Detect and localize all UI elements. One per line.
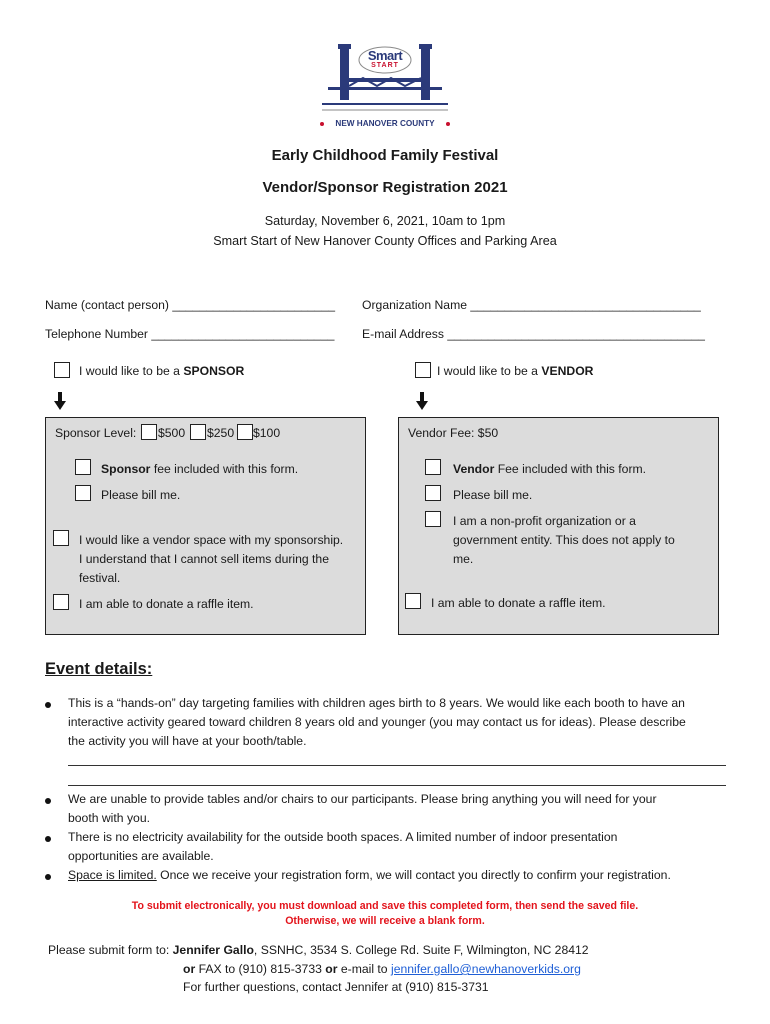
submit-info-line1 [48, 941, 589, 960]
questions-contact: For further questions, contact Jennifer at (910) 815-3731 [183, 980, 489, 994]
submit-notice-line2: Otherwise, we will receive a blank form. [285, 915, 485, 927]
smart-start-logo [318, 40, 452, 132]
event-bullet-2-line2: booth with you. [68, 811, 150, 825]
vendor-checkbox[interactable] [415, 362, 431, 378]
vendor-fee-included-label [453, 460, 646, 479]
vendor-nonprofit-line1: I am a non-profit organization or a [453, 514, 636, 528]
down-arrow-icon [416, 392, 428, 410]
vendor-bill-me-checkbox[interactable] [425, 485, 441, 501]
telephone-field[interactable]: Telephone Number ___________________________ [45, 327, 335, 341]
event-bullet-3-line2: opportunities are available. [68, 849, 214, 863]
bullet-icon [45, 836, 51, 842]
sponsor-level-250-label: $250 [207, 426, 235, 440]
sponsor-level-100-checkbox[interactable] [237, 424, 253, 440]
sponsor-bill-me-checkbox[interactable] [75, 485, 91, 501]
sponsor-raffle-label: I am able to donate a raffle item. [79, 597, 254, 611]
sponsor-fee-bold: Sponsor [101, 462, 151, 476]
activity-description-line-1[interactable] [68, 765, 726, 766]
or-text-2: or [325, 962, 338, 976]
logo-text-smart: Smart [367, 48, 403, 63]
vendor-fee-included-checkbox[interactable] [425, 459, 441, 475]
submit-info-line2 [183, 960, 581, 979]
event-location: Smart Start of New Hanover County Offices and Parking Area [213, 234, 557, 248]
event-bullet-1-line1: This is a “hands-on” day targeting families with children ages birth to 8 years. We would like each booth to have an [68, 696, 685, 710]
event-date: Saturday, November 6, 2021, 10am to 1pm [264, 214, 506, 228]
submit-notice-line1: To submit electronically, you must download and save this completed form, then send the saved file. [131, 900, 639, 912]
vendor-option-label [437, 362, 594, 381]
bullet-icon [45, 798, 51, 804]
sponsor-option-bold: SPONSOR [183, 364, 245, 378]
page-subtitle: Vendor/Sponsor Registration 2021 [262, 179, 508, 196]
sponsor-checkbox[interactable] [54, 362, 70, 378]
event-bullet-1-line2: interactive activity geared toward children 8 years old and younger (you may contact us for ideas). Please describe [68, 715, 686, 729]
bullet-icon [45, 874, 51, 880]
email-link[interactable]: jennifer.gallo@newhanoverkids.org [390, 962, 581, 976]
activity-description-line-2[interactable] [68, 785, 726, 786]
sponsor-option-prefix: I would like to be a [79, 364, 184, 378]
event-bullet-4-rest: Once we receive your registration form, we will contact you directly to confirm your registration. [156, 868, 671, 882]
event-bullet-2-line1: We are unable to provide tables and/or chairs to our participants. Please bring anything you will need for your [68, 792, 657, 806]
sponsor-raffle-checkbox[interactable] [53, 594, 69, 610]
sponsor-level-500-checkbox[interactable] [141, 424, 157, 440]
page-title: Early Childhood Family Festival [271, 147, 499, 164]
vendor-fee-label: Vendor Fee: $50 [408, 426, 499, 440]
event-bullet-3-line1: There is no electricity availability for the outside booth spaces. A limited number of indoor presentation [68, 830, 618, 844]
sponsor-vendor-space-checkbox[interactable] [53, 530, 69, 546]
sponsor-fee-rest: fee included with this form. [150, 462, 299, 476]
contact-name: Jennifer Gallo [172, 943, 254, 957]
down-arrow-icon [54, 392, 66, 410]
vendor-nonprofit-checkbox[interactable] [425, 511, 441, 527]
space-limited-text: Space is limited. [68, 868, 157, 882]
bullet-icon [45, 702, 51, 708]
sponsor-level-250-checkbox[interactable] [190, 424, 206, 440]
sponsor-level-500-label: $500 [158, 426, 186, 440]
contact-address: , SSNHC, 3534 S. College Rd. Suite F, Wilmington, NC 28412 [253, 943, 589, 957]
sponsor-fee-included-checkbox[interactable] [75, 459, 91, 475]
sponsor-vendor-space-line3: festival. [79, 571, 121, 585]
vendor-raffle-label: I am able to donate a raffle item. [431, 596, 606, 610]
organization-field[interactable]: Organization Name __________________________________ [362, 298, 701, 312]
logo-county: NEW HANOVER COUNTY [335, 119, 435, 128]
sponsor-level-100-label: $100 [253, 426, 281, 440]
event-bullet-4 [68, 866, 733, 885]
event-details-heading: Event details: [45, 660, 153, 678]
vendor-nonprofit-line2: government entity. This does not apply to [453, 533, 675, 547]
vendor-fee-rest: Fee included with this form. [494, 462, 647, 476]
sponsor-vendor-space-line2: I understand that I cannot sell items during the [79, 552, 329, 566]
vendor-option-prefix: I would like to be a [437, 364, 542, 378]
event-bullet-1-line3: the activity you will have at your booth/table. [68, 734, 307, 748]
vendor-option-bold: VENDOR [541, 364, 594, 378]
sponsor-option-label [79, 362, 244, 381]
sponsor-bill-me-label: Please bill me. [101, 488, 181, 502]
or-text-1: or [183, 962, 196, 976]
email-prefix: e-mail to [337, 962, 391, 976]
vendor-bill-me-label: Please bill me. [453, 488, 533, 502]
logo-text-start: START [371, 62, 399, 69]
name-field[interactable]: Name (contact person) ________________________ [45, 298, 336, 312]
submit-label: Please submit form to: [48, 943, 173, 957]
sponsor-fee-included-label [101, 460, 298, 479]
fax-text: FAX to (910) 815-3733 [195, 962, 326, 976]
sponsor-level-label: Sponsor Level: [55, 426, 137, 440]
email-field[interactable]: E-mail Address ______________________________________ [362, 327, 705, 341]
vendor-fee-bold: Vendor [453, 462, 495, 476]
vendor-nonprofit-line3: me. [453, 552, 474, 566]
sponsor-vendor-space-line1: I would like a vendor space with my sponsorship. [79, 533, 344, 547]
vendor-raffle-checkbox[interactable] [405, 593, 421, 609]
